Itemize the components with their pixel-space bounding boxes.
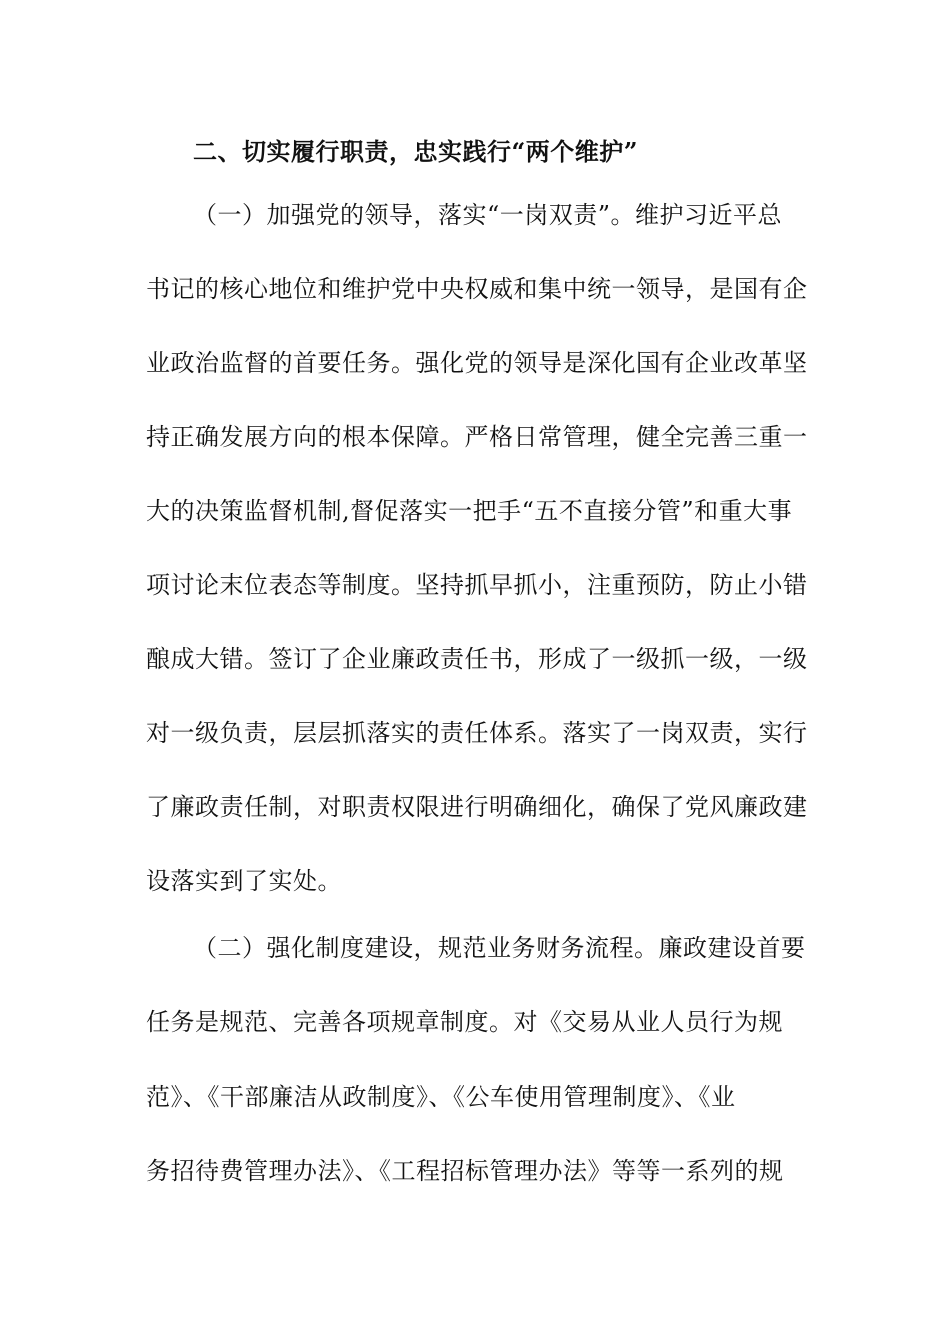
paragraph-line: 任务是规范、完善各项规章制度。对《交易从业人员行为规 (146, 1008, 783, 1036)
paragraph-line: 了廉政责任制，对职责权限进行明确细化，确保了党风廉政建 (146, 793, 808, 821)
paragraph-line: 务招待费管理办法》、《工程招标管理办法》等等一系列的规 (146, 1157, 784, 1185)
section-heading: 二、切实履行职责，忠实践行“两个维护” (193, 137, 639, 166)
paragraph-line: 持正确发展方向的根本保障。严格日常管理，健全完善三重一 (146, 423, 808, 451)
paragraph-line: 酿成大错。签订了企业廉政责任书，形成了一级抓一级，一级 (146, 645, 808, 673)
paragraph-line: 项讨论末位表态等制度。坚持抓早抓小，注重预防，防止小错 (146, 571, 808, 599)
paragraph-line: （一）加强党的领导，落实“一岗双责”。维护习近平总 (193, 201, 783, 229)
paragraph-line: 书记的核心地位和维护党中央权威和集中统一领导，是国有企 (146, 275, 808, 303)
paragraph-line: 设落实到了实处。 (146, 867, 342, 895)
paragraph-line: （二）强化制度建设，规范业务财务流程。廉政建设首要 (193, 934, 806, 962)
paragraph-line: 对一级负责，层层抓落实的责任体系。落实了一岗双责，实行 (146, 719, 808, 747)
paragraph-line: 业政治监督的首要任务。强化党的领导是深化国有企业改革坚 (146, 349, 808, 377)
paragraph-line: 大的决策监督机制,督促落实一把手“五不直接分管”和重大事 (146, 497, 793, 525)
paragraph-line: 范》、《干部廉洁从政制度》、《公车使用管理制度》、《业 (146, 1083, 736, 1111)
